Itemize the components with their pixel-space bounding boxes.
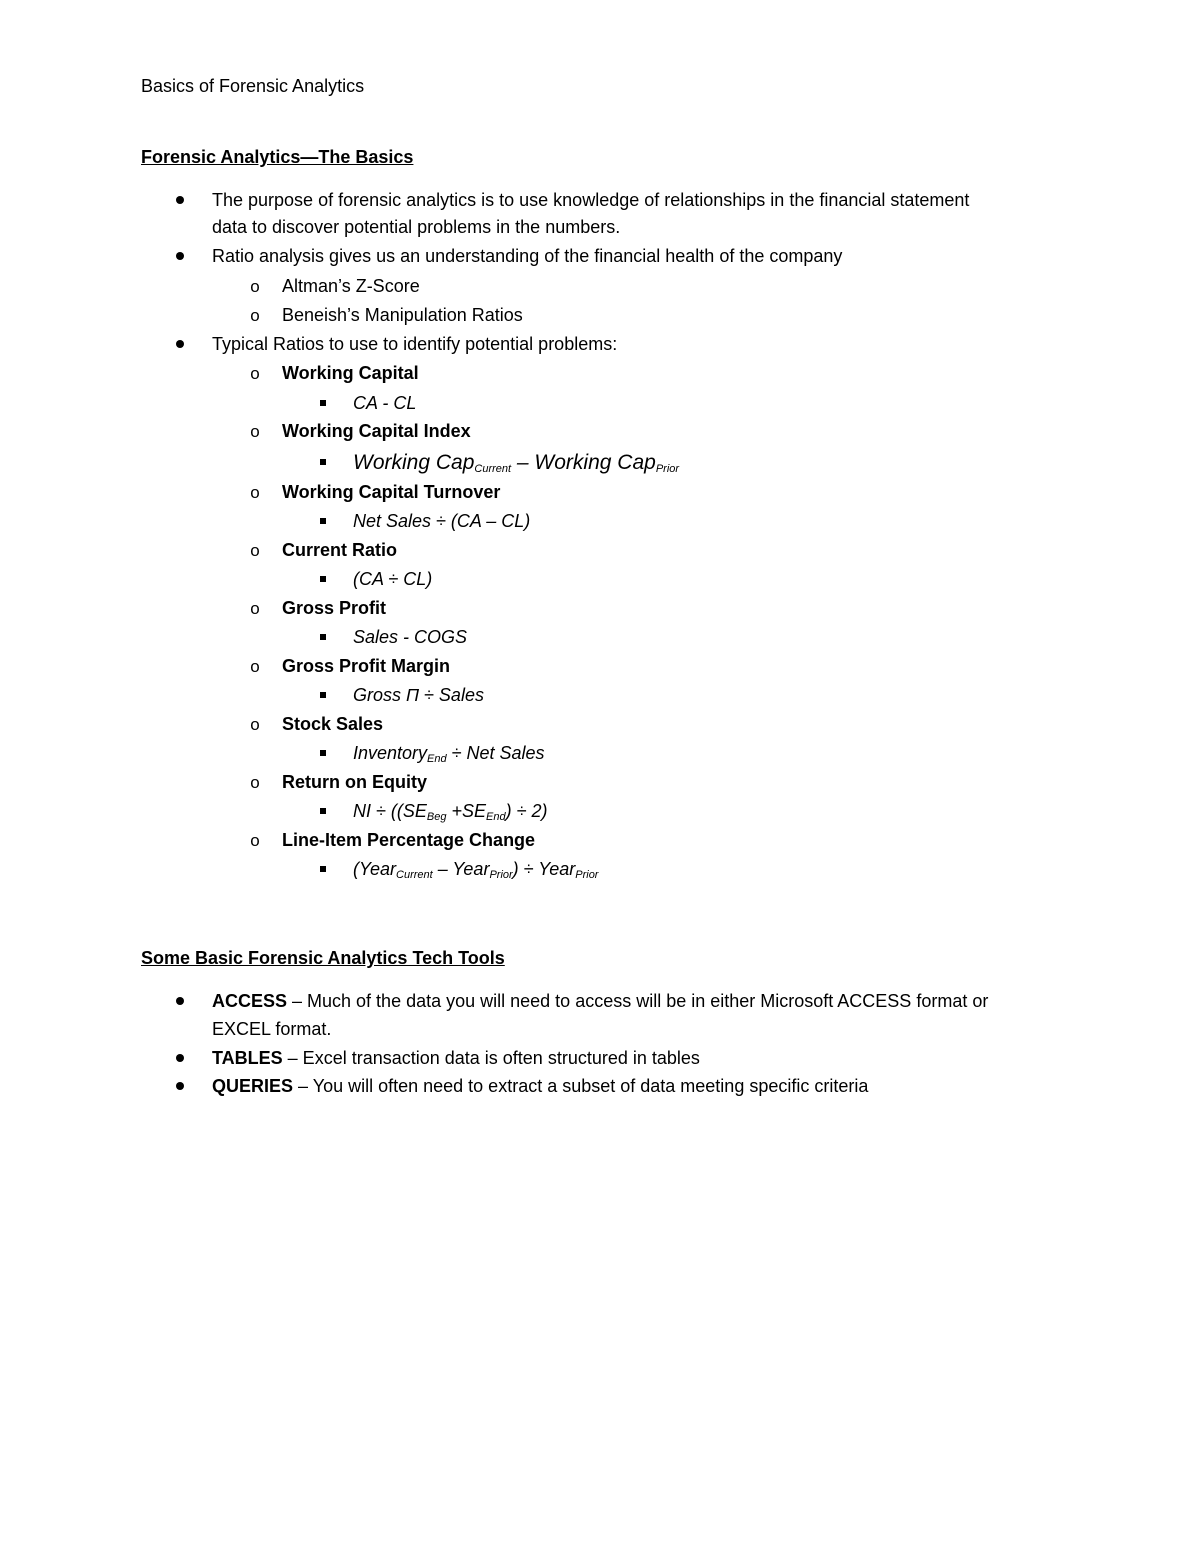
list-item-text: data to discover potential problems in the numbers. (212, 217, 621, 237)
circle-bullet-icon: o (250, 715, 260, 734)
formula-subscript: End (427, 753, 447, 765)
square-bullet-icon (313, 797, 333, 826)
square-bullet-icon (313, 623, 333, 652)
formula-subscript: Current (396, 869, 433, 881)
ratio-name: Working Capital Index (282, 421, 471, 441)
circle-bullet-icon: o (250, 306, 260, 325)
ratio-name: Return on Equity (282, 772, 427, 792)
formula-part: ) ÷ Year (512, 859, 576, 879)
formula-part: Working Cap (353, 451, 475, 474)
square-bullet-icon (313, 448, 333, 477)
square-bullet-icon (313, 855, 333, 884)
ratio-formula (353, 855, 1053, 890)
ratio-formula: (CA ÷ CL) (353, 569, 433, 589)
formula-part: Inventory (353, 743, 428, 763)
square-bullet-icon (313, 681, 333, 710)
bullet-icon (170, 987, 190, 1016)
formula-subscript: Beg (426, 811, 447, 823)
circle-bullet-icon: o (250, 364, 260, 383)
ratio-formula: Gross Π ÷ Sales (353, 685, 484, 705)
ratio-name: Working Capital (282, 363, 419, 383)
circle-bullet-icon: o (250, 541, 260, 560)
bullet-icon (170, 330, 190, 359)
formula-part: – Working Cap (511, 451, 656, 474)
circle-bullet-icon: o (250, 483, 260, 502)
list-item-text (212, 1044, 1062, 1073)
tool-description: EXCEL format. (212, 1019, 332, 1039)
formula-subscript: Prior (489, 869, 513, 881)
list-item-text: The purpose of forensic analytics is to use knowledge of relationships in the financial statement (212, 190, 970, 210)
ratio-name: Line-Item Percentage Change (282, 830, 536, 850)
circle-bullet-icon: o (250, 599, 260, 618)
list-item-text (212, 987, 1062, 1016)
section-heading-tech-tools: Some Basic Forensic Analytics Tech Tools (141, 948, 505, 968)
formula-subscript: Prior (655, 463, 680, 475)
square-bullet-icon (313, 739, 333, 768)
tool-label: QUERIES (212, 1076, 294, 1096)
tool-description: – Excel transaction data is often structured in tables (282, 1048, 700, 1068)
formula-part: +SE (446, 801, 486, 821)
formula-part: NI ÷ ((SE (353, 801, 427, 821)
formula-part: ) ÷ 2) (505, 801, 548, 821)
formula-subscript: Prior (575, 869, 599, 881)
tool-label: TABLES (212, 1048, 283, 1068)
list-item-text (212, 1072, 1062, 1101)
ratio-name: Gross Profit (282, 598, 387, 618)
square-bullet-icon (313, 389, 333, 418)
list-item-text: Ratio analysis gives us an understanding of the financial health of the company (212, 246, 843, 266)
section-heading-basics: Forensic Analytics—The Basics (141, 147, 414, 167)
tool-label: ACCESS (212, 991, 288, 1011)
sub-list-item-text: Altman’s Z-Score (282, 276, 420, 296)
ratio-name: Working Capital Turnover (282, 482, 501, 502)
circle-bullet-icon: o (250, 422, 260, 441)
ratio-name: Current Ratio (282, 540, 398, 560)
bullet-icon (170, 1072, 190, 1101)
circle-bullet-icon: o (250, 657, 260, 676)
tool-description: – You will often need to extract a subset of data meeting specific criteria (293, 1076, 869, 1096)
list-item-text: Typical Ratios to use to identify potential problems: (212, 334, 618, 354)
circle-bullet-icon: o (250, 831, 260, 850)
bullet-icon (170, 1044, 190, 1073)
circle-bullet-icon: o (250, 773, 260, 792)
ratio-name: Gross Profit Margin (282, 656, 451, 676)
tool-description: – Much of the data you will need to access will be in either Microsoft ACCESS format or (287, 991, 989, 1011)
bullet-icon (170, 242, 190, 271)
formula-part: – Year (432, 859, 490, 879)
formula-part: ÷ Net Sales (446, 743, 545, 763)
sub-list-item-text: Beneish’s Manipulation Ratios (282, 305, 523, 325)
square-bullet-icon (313, 565, 333, 594)
ratio-formula: Net Sales ÷ (CA – CL) (353, 511, 531, 531)
document-title: Basics of Forensic Analytics (141, 76, 365, 96)
square-bullet-icon (313, 507, 333, 536)
bullet-icon (170, 186, 190, 215)
ratio-name: Stock Sales (282, 714, 384, 734)
ratio-formula: CA - CL (353, 393, 417, 413)
ratio-formula: Sales - COGS (353, 627, 468, 647)
formula-subscript: End (486, 811, 506, 823)
formula-subscript: Current (474, 463, 512, 475)
circle-bullet-icon: o (250, 277, 260, 296)
formula-part: (Year (353, 859, 397, 879)
